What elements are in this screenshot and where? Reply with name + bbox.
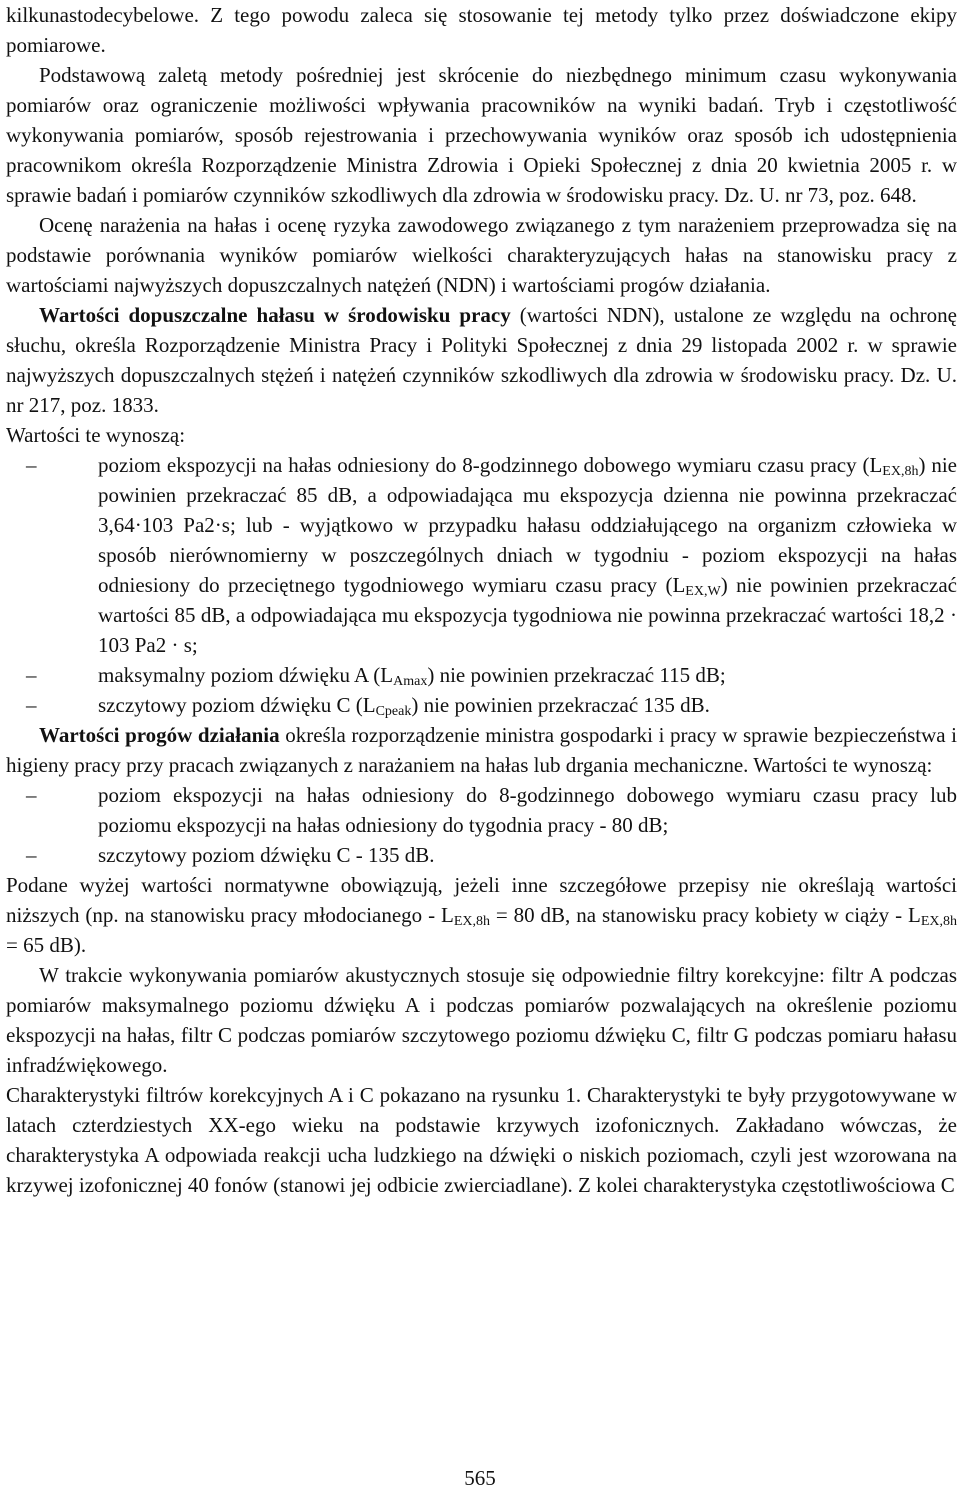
limit-values-text: (wartości NDN), ustalone ze względu na ochronę słuchu, określa Rozporządzenie Ministra Pracy i Polityki Społecznej z dnia 29 listopada 2002 r. w sprawie najwyższych dopuszczalnych stężeń i natężeń czynników szkodliwych dla zdrowia w środowisku pracy. Dz. U. nr 217, poz. 1833.: [6, 303, 957, 417]
list-item: – szczytowy poziom dźwięku C $(L_{Cpeak})$ nie powinien przekraczać 135 dB.: [6, 690, 957, 720]
limit-values-list: [6, 450, 957, 720]
list-item: – poziom ekspozycji na hałas odniesiony do 8-godzinnego dobowego wymiaru czasu pracy lub poziomu ekspozycji na hałas odniesiony do tygodnia pracy - 80 dB;: [6, 780, 957, 840]
list-item: – maksymalny poziom dźwięku A $(L_{Amax})$ nie powinien przekraczać 115 dB;: [6, 660, 957, 690]
paragraph-filter-characteristics: Charakterystyki filtrów korekcyjnych A i C pokazano na rysunku 1. Charakterystyki te były przygotowywane w latach czterdziestych XX-ego wieku na podstawie krzywych izofonicznych. Zakładano wówczas, że charakterystyka A odpowiada reakcji ucha ludzkiego na dźwięki o niskich poziomach, czyli jest wzorowana na krzywej izofonicznej 40 fonów (stanowi jej odbicie zwierciadlane). Z kolei charakterystyka częstotliwościowa C: [6, 1083, 957, 1197]
action-thresholds-heading: Wartości progów działania: [39, 723, 280, 747]
action-thresholds-text: określa rozporządzenie ministra gospodarki i pracy w sprawie bezpieczeństwa i higieny pracy przy pracach związanych z narażaniem na hałas lub drgania mechaniczne. Wartości te wynoszą:: [6, 723, 958, 777]
paragraph-limit-values: [6, 300, 957, 420]
paragraph-advantages: Podstawową zaletą metody pośredniej jest skrócenie do niezbędnego minimum czasu wykonywania pomiarów oraz ograniczenie możliwości wpływania pracowników na wyniki badań. Tryb i częstotliwość wykonywania pomiarów, sposób rejestrowania i przechowywania wyników oraz sposób ich udostępnienia pracownikom określa Rozporządzenie Ministra Zdrowia i Opieki Społecznej z dnia 20 kwietnia 2005 r. w sprawie badań i pomiarów czynników szkodliwych dla zdrowia w środowisku pracy. Dz. U. nr 73, poz. 648.: [6, 63, 957, 207]
paragraph-filters: W trakcie wykonywania pomiarów akustycznych stosuje się odpowiednie filtry korekcyjne: filtr A podczas pomiarów maksymalnego poziomu dźwięku A i podczas pomiarów pozwalających na określenie poziomu ekspozycji na hałas, filtr C podczas pomiarów szczytowego poziomu dźwięku C, filtr G podczas pomiaru hałasu infradźwiękowego.: [6, 963, 957, 1077]
page-number: 565: [464, 1466, 496, 1490]
paragraph-assessment: Ocenę narażenia na hałas i ocenę ryzyka zawodowego związanego z tym narażeniem przeprowadza się na podstawie porównania wyników pomiarów wielkości charakteryzujących hałas na stanowisku pracy z wartościami najwyższych dopuszczalnych natężeń (NDN) i wartościami progów działania.: [6, 213, 957, 297]
paragraph-normative-values: Podane wyżej wartości normatywne obowiązują, jeżeli inne szczegółowe przepisy nie określają wartości niższych (np. na stanowisku pracy młodocianego - $L_{EX,8h} = 80$ dB, na stanowisku pracy kobiety w ciąży - $L_{EX,8h} = 65$ dB).: [6, 873, 957, 957]
limit-values-heading: Wartości dopuszczalne hałasu w środowisku pracy: [39, 303, 511, 327]
threshold-values-list: [6, 780, 957, 870]
list-item: – poziom ekspozycji na hałas odniesiony do 8-godzinnego dobowego wymiaru czasu pracy $(L_{EX,8h})$ nie powinien przekraczać 85 dB, a odpowiadająca mu ekspozycja dzienna nie powinna przekraczać 3,64·103 Pa2·s; lub - wyjątkowo w przypadku hałasu oddziałującego na organizm człowieka w sposób nierównomierny w poszczególnych dniach w tygodniu - poziom ekspozycji na hałas odniesiony do przeciętnego tygodniowego wymiaru czasu pracy $(L_{EX,W})$ nie powinien przekraczać wartości 85 dB, a odpowiadająca mu ekspozycja tygodniowa nie powinna przekraczać wartości 18,2 · 103 Pa2 · s;: [6, 450, 957, 660]
paragraph-continuation: kilkunastodecybelowe. Z tego powodu zaleca się stosowanie tej metody tylko przez doświadczone ekipy pomiarowe.: [6, 3, 957, 57]
document-page: [6, 0, 957, 1200]
list1-intro: Wartości te wynoszą:: [6, 423, 186, 447]
paragraph-action-thresholds: [6, 720, 957, 780]
list-item: – szczytowy poziom dźwięku C - 135 dB.: [6, 840, 957, 870]
